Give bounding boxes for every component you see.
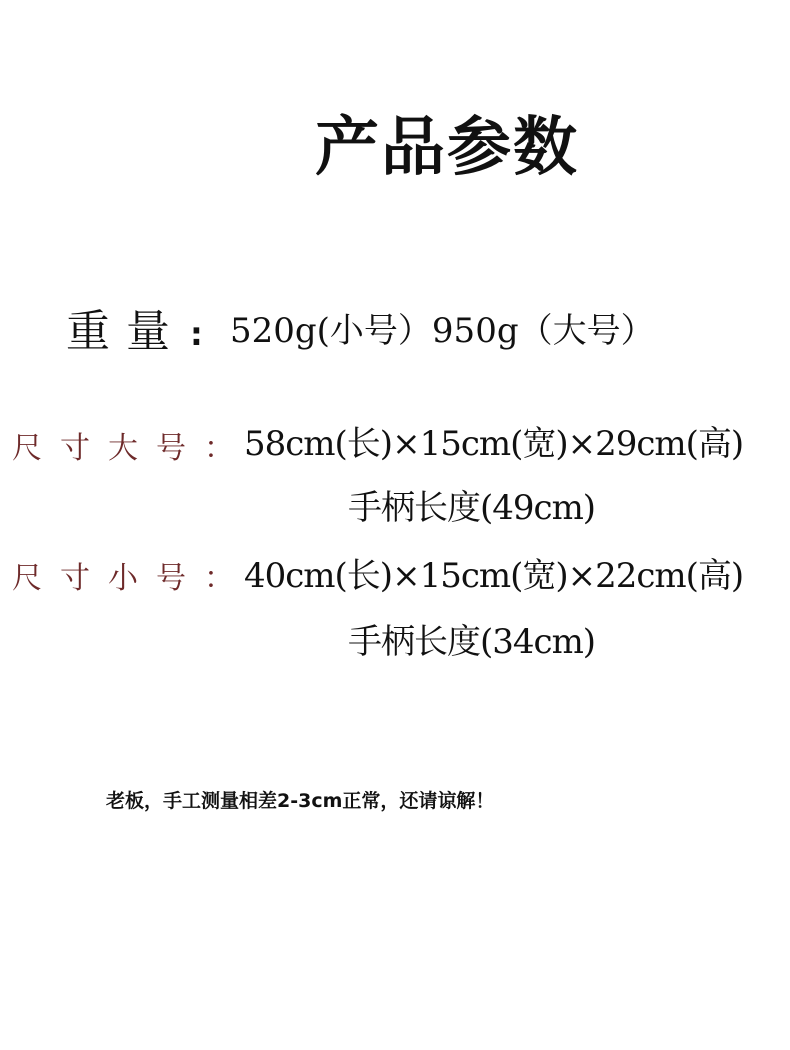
measurement-note: 老板，手工测量相差2-3cm正常，还请谅解！: [106, 790, 495, 812]
weight-label: 重量: [66, 306, 186, 357]
size-large-dimensions: 58cm(长)×15cm(宽)×29cm(高): [244, 424, 744, 464]
size-small-handle-length: 手柄长度(34cm): [348, 622, 596, 662]
size-large-label: 尺寸大号：: [12, 431, 252, 466]
weight-value: 520g(小号）950g（大号）: [230, 311, 655, 351]
size-small-label: 尺寸小号：: [12, 561, 252, 596]
size-small-dimensions: 40cm(长)×15cm(宽)×22cm(高): [244, 556, 744, 596]
size-large-handle-length: 手柄长度(49cm): [348, 488, 596, 528]
page-title: 产品参数: [315, 111, 579, 185]
weight-colon: :: [190, 315, 203, 353]
